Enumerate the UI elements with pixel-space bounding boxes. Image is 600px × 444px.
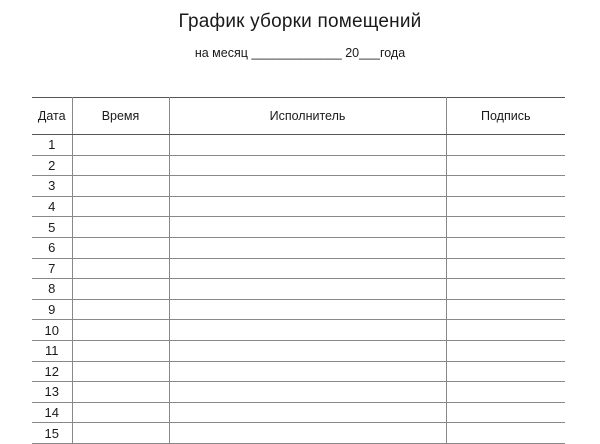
executor-cell[interactable] bbox=[169, 176, 446, 197]
signature-cell[interactable] bbox=[446, 155, 565, 176]
executor-cell[interactable] bbox=[169, 423, 446, 444]
date-cell: 9 bbox=[32, 299, 72, 320]
time-cell[interactable] bbox=[72, 237, 169, 258]
table-header-row bbox=[32, 98, 565, 135]
table-row bbox=[32, 340, 565, 361]
signature-cell[interactable] bbox=[446, 340, 565, 361]
date-cell: 12 bbox=[32, 361, 72, 382]
time-cell[interactable] bbox=[72, 423, 169, 444]
executor-cell[interactable] bbox=[169, 196, 446, 217]
time-cell[interactable] bbox=[72, 340, 169, 361]
table-row bbox=[32, 382, 565, 403]
table-row bbox=[32, 237, 565, 258]
signature-cell[interactable] bbox=[446, 237, 565, 258]
table-row bbox=[32, 361, 565, 382]
table-row bbox=[32, 279, 565, 300]
time-cell[interactable] bbox=[72, 176, 169, 197]
table-row bbox=[32, 423, 565, 444]
time-cell[interactable] bbox=[72, 402, 169, 423]
signature-cell[interactable] bbox=[446, 382, 565, 403]
header-executor: Исполнитель bbox=[169, 98, 446, 135]
time-cell[interactable] bbox=[72, 217, 169, 238]
date-cell: 1 bbox=[32, 135, 72, 156]
date-cell: 2 bbox=[32, 155, 72, 176]
signature-cell[interactable] bbox=[446, 279, 565, 300]
signature-cell[interactable] bbox=[446, 320, 565, 341]
table-row bbox=[32, 155, 565, 176]
date-cell: 11 bbox=[32, 340, 72, 361]
table-row bbox=[32, 217, 565, 238]
executor-cell[interactable] bbox=[169, 237, 446, 258]
signature-cell[interactable] bbox=[446, 423, 565, 444]
time-cell[interactable] bbox=[72, 155, 169, 176]
time-cell[interactable] bbox=[72, 258, 169, 279]
executor-cell[interactable] bbox=[169, 155, 446, 176]
date-cell: 10 bbox=[32, 320, 72, 341]
time-cell[interactable] bbox=[72, 320, 169, 341]
executor-cell[interactable] bbox=[169, 361, 446, 382]
date-cell: 13 bbox=[32, 382, 72, 403]
date-cell: 8 bbox=[32, 279, 72, 300]
date-cell: 5 bbox=[32, 217, 72, 238]
signature-cell[interactable] bbox=[446, 196, 565, 217]
document-title: График уборки помещений bbox=[178, 11, 422, 32]
header-signature: Подпись bbox=[446, 98, 565, 135]
cleaning-schedule-table bbox=[32, 97, 565, 444]
executor-cell[interactable] bbox=[169, 258, 446, 279]
signature-cell[interactable] bbox=[446, 402, 565, 423]
executor-cell[interactable] bbox=[169, 320, 446, 341]
signature-cell[interactable] bbox=[446, 217, 565, 238]
signature-cell[interactable] bbox=[446, 258, 565, 279]
executor-cell[interactable] bbox=[169, 402, 446, 423]
signature-cell[interactable] bbox=[446, 176, 565, 197]
table-row bbox=[32, 402, 565, 423]
month-year-line: на месяц _____________ 20___года bbox=[194, 46, 406, 60]
date-cell: 14 bbox=[32, 402, 72, 423]
executor-cell[interactable] bbox=[169, 382, 446, 403]
time-cell[interactable] bbox=[72, 196, 169, 217]
date-cell: 7 bbox=[32, 258, 72, 279]
time-cell[interactable] bbox=[72, 279, 169, 300]
signature-cell[interactable] bbox=[446, 361, 565, 382]
date-cell: 3 bbox=[32, 176, 72, 197]
table-row bbox=[32, 299, 565, 320]
header-date: Дата bbox=[32, 98, 72, 135]
time-cell[interactable] bbox=[72, 135, 169, 156]
table-row bbox=[32, 135, 565, 156]
executor-cell[interactable] bbox=[169, 135, 446, 156]
signature-cell[interactable] bbox=[446, 299, 565, 320]
table-row bbox=[32, 320, 565, 341]
executor-cell[interactable] bbox=[169, 217, 446, 238]
header-time: Время bbox=[72, 98, 169, 135]
table-row bbox=[32, 196, 565, 217]
date-cell: 4 bbox=[32, 196, 72, 217]
time-cell[interactable] bbox=[72, 299, 169, 320]
date-cell: 15 bbox=[32, 423, 72, 444]
executor-cell[interactable] bbox=[169, 340, 446, 361]
table-row bbox=[32, 258, 565, 279]
executor-cell[interactable] bbox=[169, 299, 446, 320]
executor-cell[interactable] bbox=[169, 279, 446, 300]
time-cell[interactable] bbox=[72, 382, 169, 403]
signature-cell[interactable] bbox=[446, 135, 565, 156]
date-cell: 6 bbox=[32, 237, 72, 258]
time-cell[interactable] bbox=[72, 361, 169, 382]
table-row bbox=[32, 176, 565, 197]
